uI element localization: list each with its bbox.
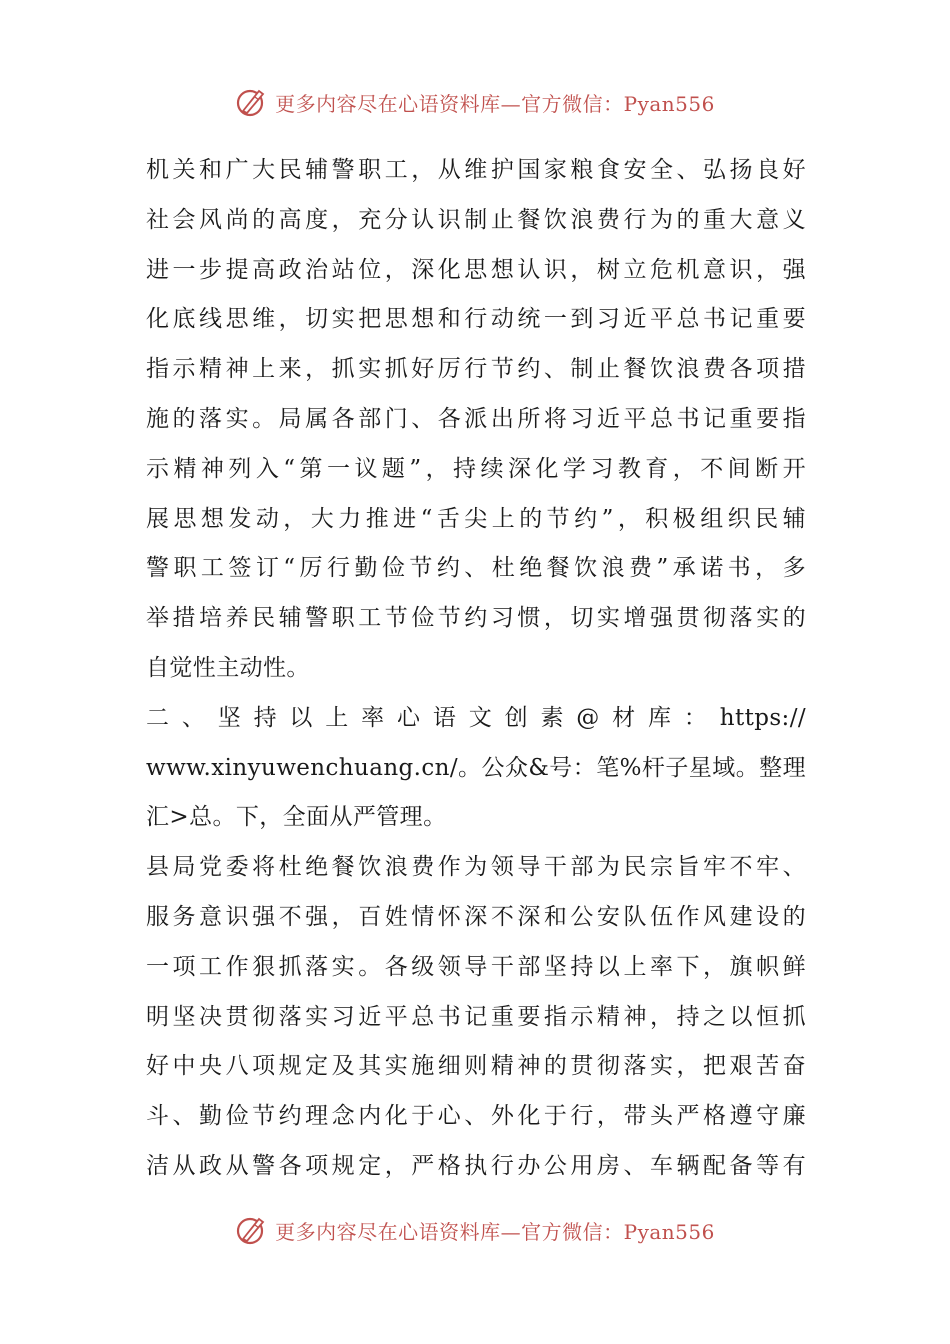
- header-banner-text: 更多内容尽在心语资料库—官方微信：Pyan556: [275, 91, 715, 116]
- header-banner: [0, 82, 950, 122]
- body-line: 汇>总。下，全面从严管理。: [146, 804, 447, 831]
- body-line: 县局党委将杜绝餐饮浪费作为领导干部为民宗旨牢不牢、: [146, 854, 806, 881]
- body-line: 化底线思维，切实把思想和行动统一到习近平总书记重要: [146, 306, 806, 333]
- body-line: 机关和广大民辅警职工，从维护国家粮食安全、弘扬良好: [146, 157, 806, 183]
- body-line: 好中央八项规定及其实施细则精神的贯彻落实，把艰苦奋: [146, 1053, 806, 1080]
- body-line: 施的落实。局属各部门、各派出所将习近平总书记重要指: [146, 405, 806, 432]
- body-line: 示精神列入“第一议题”，持续深化学习教育，不间断开: [146, 455, 806, 482]
- body-line: 服务意识强不强，百姓情怀深不深和公安队伍作风建设的: [146, 903, 806, 930]
- body-line: 明坚决贯彻落实习近平总书记重要指示精神，持之以恒抓: [146, 1003, 806, 1030]
- body-line: www.xinyuwenchuang.cn/。公众&号：笔%杆子星域。整理: [146, 754, 806, 781]
- footer-banner: [0, 1210, 950, 1250]
- body-line: 指示精神上来，抓实抓好厉行节约、制止餐饮浪费各项措: [146, 356, 806, 383]
- body-line: 举措培养民辅警职工节俭节约习惯，切实增强贯彻落实的: [146, 605, 806, 632]
- footer-banner-text: 更多内容尽在心语资料库—官方微信：Pyan556: [275, 1219, 715, 1244]
- body-line: 二、坚持以上率心语文创素@材库：https://: [146, 704, 806, 731]
- body-line: 斗、勤俭节约理念内化于心、外化于行，带头严格遵守廉: [146, 1103, 806, 1130]
- document-body: [146, 146, 806, 1192]
- body-line: 洁从政从警各项规定，严格执行办公用房、车辆配备等有: [146, 1152, 806, 1179]
- body-line: 进一步提高政治站位，深化思想认识，树立危机意识，强: [146, 256, 806, 283]
- pen-logo-icon: [235, 1213, 269, 1247]
- body-line: 一项工作狠抓落实。各级领导干部坚持以上率下，旗帜鲜: [146, 953, 806, 980]
- pen-logo-icon: [235, 85, 269, 119]
- body-line: 自觉性主动性。: [146, 654, 310, 681]
- body-line: 社会风尚的高度，充分认识制止餐饮浪费行为的重大意义: [146, 206, 806, 233]
- body-line: 展思想发动，大力推进“舌尖上的节约”，积极组织民辅: [146, 505, 806, 532]
- body-line: 警职工签订“厉行勤俭节约、杜绝餐饮浪费”承诺书，多: [146, 555, 806, 582]
